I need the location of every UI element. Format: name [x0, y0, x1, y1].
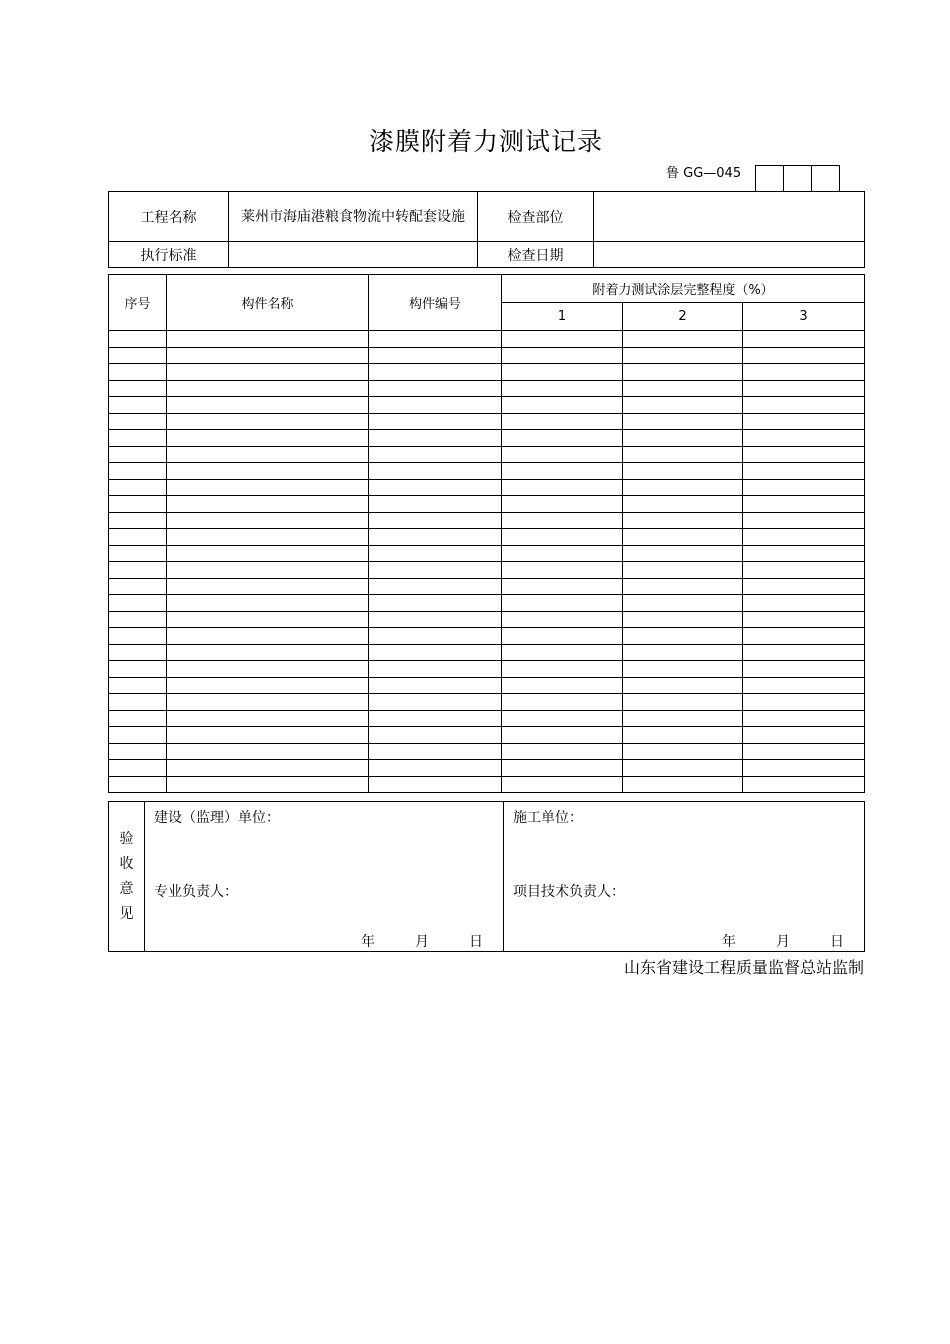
- project-name-label: 工程名称: [109, 192, 229, 242]
- table-cell[interactable]: [109, 413, 167, 430]
- table-cell[interactable]: [502, 446, 623, 463]
- day-label: 日: [830, 934, 844, 950]
- code-boxes: [755, 165, 840, 191]
- table-cell[interactable]: [502, 562, 623, 579]
- table-cell[interactable]: [167, 380, 369, 397]
- table-cell[interactable]: [623, 529, 743, 546]
- table-cell[interactable]: [109, 628, 167, 645]
- table-cell[interactable]: [369, 710, 502, 727]
- table-cell[interactable]: [743, 595, 865, 612]
- table-cell[interactable]: [743, 397, 865, 414]
- table-cell[interactable]: [109, 776, 167, 793]
- inspection-date-value[interactable]: [594, 242, 865, 268]
- table-cell[interactable]: [743, 512, 865, 529]
- table-cell[interactable]: [369, 727, 502, 744]
- table-cell[interactable]: [502, 628, 623, 645]
- table-cell[interactable]: [623, 578, 743, 595]
- table-cell[interactable]: [623, 331, 743, 348]
- table-row: [109, 611, 865, 628]
- year-label: 年: [722, 934, 736, 950]
- contractor-unit-label: 施工单位：: [513, 810, 583, 826]
- table-row: [109, 496, 865, 513]
- table-cell[interactable]: [502, 595, 623, 612]
- sub-col-2-header: 2: [623, 303, 743, 331]
- table-cell[interactable]: [369, 347, 502, 364]
- sub-col-3-header: 3: [743, 303, 865, 331]
- table-cell[interactable]: [743, 364, 865, 381]
- test-grid-table: [108, 274, 865, 793]
- table-cell[interactable]: [502, 397, 623, 414]
- table-row: [109, 694, 865, 711]
- table-row: [109, 397, 865, 414]
- table-cell[interactable]: [369, 595, 502, 612]
- side-char: 见: [119, 905, 134, 922]
- table-cell[interactable]: [369, 545, 502, 562]
- table-cell[interactable]: [109, 529, 167, 546]
- table-cell[interactable]: [502, 496, 623, 513]
- table-cell[interactable]: [109, 364, 167, 381]
- table-cell[interactable]: [369, 397, 502, 414]
- table-cell[interactable]: [623, 677, 743, 694]
- table-cell[interactable]: [167, 644, 369, 661]
- table-row: [109, 743, 865, 760]
- acceptance-table: [108, 801, 865, 952]
- table-cell[interactable]: [502, 677, 623, 694]
- table-row: [109, 644, 865, 661]
- table-cell[interactable]: [369, 661, 502, 678]
- technical-person-label: 项目技术负责人：: [513, 884, 625, 900]
- table-cell[interactable]: [109, 463, 167, 480]
- table-cell[interactable]: [167, 529, 369, 546]
- table-row: [109, 512, 865, 529]
- table-cell[interactable]: [623, 413, 743, 430]
- table-cell[interactable]: [743, 380, 865, 397]
- table-cell[interactable]: [502, 463, 623, 480]
- table-cell[interactable]: [167, 628, 369, 645]
- table-cell[interactable]: [369, 760, 502, 777]
- table-cell[interactable]: [109, 380, 167, 397]
- table-cell[interactable]: [167, 331, 369, 348]
- table-cell[interactable]: [167, 545, 369, 562]
- table-cell[interactable]: [623, 694, 743, 711]
- table-cell[interactable]: [502, 694, 623, 711]
- table-cell[interactable]: [167, 430, 369, 447]
- table-cell[interactable]: [167, 727, 369, 744]
- table-row: [109, 710, 865, 727]
- table-row: [109, 595, 865, 612]
- table-row: [109, 364, 865, 381]
- side-char: 意: [119, 880, 134, 897]
- table-cell[interactable]: [623, 545, 743, 562]
- month-label: 月: [776, 934, 790, 950]
- table-row: [109, 463, 865, 480]
- code-box[interactable]: [784, 166, 812, 191]
- inspection-part-value[interactable]: [594, 192, 865, 242]
- table-cell[interactable]: [502, 380, 623, 397]
- table-cell[interactable]: [167, 776, 369, 793]
- table-cell[interactable]: [743, 496, 865, 513]
- table-cell[interactable]: [109, 578, 167, 595]
- table-cell[interactable]: [502, 776, 623, 793]
- table-cell[interactable]: [502, 512, 623, 529]
- table-cell[interactable]: [167, 413, 369, 430]
- side-char: 收: [119, 855, 134, 872]
- table-cell[interactable]: [109, 397, 167, 414]
- table-cell[interactable]: [502, 743, 623, 760]
- table-cell[interactable]: [743, 677, 865, 694]
- table-cell[interactable]: [109, 760, 167, 777]
- table-cell[interactable]: [502, 430, 623, 447]
- table-cell[interactable]: [167, 710, 369, 727]
- table-cell[interactable]: [743, 446, 865, 463]
- inspection-date-label: 检查日期: [478, 242, 594, 268]
- table-cell[interactable]: [369, 529, 502, 546]
- table-cell[interactable]: [743, 463, 865, 480]
- table-cell[interactable]: [167, 364, 369, 381]
- table-cell[interactable]: [109, 694, 167, 711]
- table-cell[interactable]: [369, 463, 502, 480]
- table-cell[interactable]: [623, 430, 743, 447]
- table-cell[interactable]: [167, 496, 369, 513]
- table-cell[interactable]: [743, 694, 865, 711]
- table-cell[interactable]: [623, 776, 743, 793]
- table-row: [109, 413, 865, 430]
- table-cell[interactable]: [167, 677, 369, 694]
- table-row: [109, 430, 865, 447]
- table-cell[interactable]: [623, 595, 743, 612]
- table-cell[interactable]: [502, 331, 623, 348]
- table-cell[interactable]: [743, 562, 865, 579]
- table-row: [109, 677, 865, 694]
- page-title: 漆膜附着力测试记录: [368, 127, 603, 156]
- day-label: 日: [469, 934, 483, 950]
- table-cell[interactable]: [743, 743, 865, 760]
- table-cell[interactable]: [109, 347, 167, 364]
- side-char: 验: [119, 830, 134, 847]
- table-cell[interactable]: [369, 743, 502, 760]
- table-cell[interactable]: [167, 595, 369, 612]
- code-box[interactable]: [812, 166, 839, 191]
- table-row: [109, 760, 865, 777]
- table-cell[interactable]: [369, 496, 502, 513]
- contractor-cell[interactable]: [504, 802, 865, 952]
- form-code: 鲁 GG—045: [666, 166, 742, 181]
- table-cell[interactable]: [369, 380, 502, 397]
- col-member-no-header: 构件编号: [369, 275, 502, 331]
- construction-unit-label: 建设（监理）单位：: [154, 810, 280, 826]
- table-cell[interactable]: [743, 628, 865, 645]
- construction-supervision-cell[interactable]: [145, 802, 504, 952]
- table-cell[interactable]: [623, 710, 743, 727]
- inspection-part-label: 检查部位: [478, 192, 594, 242]
- table-cell[interactable]: [623, 760, 743, 777]
- table-cell[interactable]: [167, 743, 369, 760]
- table-cell[interactable]: [743, 578, 865, 595]
- table-cell[interactable]: [167, 611, 369, 628]
- table-cell[interactable]: [369, 430, 502, 447]
- table-cell[interactable]: [369, 611, 502, 628]
- table-cell[interactable]: [623, 463, 743, 480]
- table-cell[interactable]: [502, 727, 623, 744]
- table-cell[interactable]: [743, 347, 865, 364]
- left-date: [321, 931, 483, 951]
- col-group-header: 附着力测试涂层完整程度（%）: [502, 275, 865, 303]
- table-cell[interactable]: [109, 331, 167, 348]
- table-row: [109, 545, 865, 562]
- table-cell[interactable]: [109, 710, 167, 727]
- table-cell[interactable]: [623, 644, 743, 661]
- table-cell[interactable]: [743, 727, 865, 744]
- table-cell[interactable]: [109, 743, 167, 760]
- table-cell[interactable]: [743, 331, 865, 348]
- table-cell[interactable]: [369, 364, 502, 381]
- month-label: 月: [415, 934, 429, 950]
- table-row: [109, 380, 865, 397]
- table-cell[interactable]: [743, 776, 865, 793]
- table-cell[interactable]: [743, 611, 865, 628]
- table-row: [109, 776, 865, 793]
- table-cell[interactable]: [109, 512, 167, 529]
- table-cell[interactable]: [167, 760, 369, 777]
- table-cell[interactable]: [109, 661, 167, 678]
- table-cell[interactable]: [502, 413, 623, 430]
- table-cell[interactable]: [502, 479, 623, 496]
- table-cell[interactable]: [167, 446, 369, 463]
- table-cell[interactable]: [167, 397, 369, 414]
- table-row: [109, 628, 865, 645]
- table-cell[interactable]: [167, 694, 369, 711]
- table-cell[interactable]: [109, 562, 167, 579]
- table-cell[interactable]: [623, 347, 743, 364]
- table-cell[interactable]: [743, 760, 865, 777]
- table-cell[interactable]: [369, 413, 502, 430]
- table-cell[interactable]: [502, 545, 623, 562]
- table-row: [109, 562, 865, 579]
- table-cell[interactable]: [109, 727, 167, 744]
- table-cell[interactable]: [167, 479, 369, 496]
- table-cell[interactable]: [167, 463, 369, 480]
- table-cell[interactable]: [623, 743, 743, 760]
- acceptance-side-label: [109, 802, 145, 952]
- table-cell[interactable]: [167, 578, 369, 595]
- table-row: [109, 661, 865, 678]
- info-table: [108, 191, 865, 268]
- table-cell[interactable]: [623, 512, 743, 529]
- table-cell[interactable]: [369, 628, 502, 645]
- table-cell[interactable]: [743, 529, 865, 546]
- col-member-name-header: 构件名称: [167, 275, 369, 331]
- table-cell[interactable]: [623, 661, 743, 678]
- year-label: 年: [361, 934, 375, 950]
- table-cell[interactable]: [109, 446, 167, 463]
- table-cell[interactable]: [369, 776, 502, 793]
- table-cell[interactable]: [623, 380, 743, 397]
- table-cell[interactable]: [109, 430, 167, 447]
- table-cell[interactable]: [743, 644, 865, 661]
- table-cell[interactable]: [369, 512, 502, 529]
- table-cell[interactable]: [369, 446, 502, 463]
- table-cell[interactable]: [743, 710, 865, 727]
- table-cell[interactable]: [743, 430, 865, 447]
- table-cell[interactable]: [623, 628, 743, 645]
- table-cell[interactable]: [167, 347, 369, 364]
- table-cell[interactable]: [167, 512, 369, 529]
- table-cell[interactable]: [109, 496, 167, 513]
- table-row: [109, 331, 865, 348]
- table-cell[interactable]: [109, 545, 167, 562]
- table-cell[interactable]: [623, 562, 743, 579]
- table-cell[interactable]: [109, 479, 167, 496]
- table-cell[interactable]: [502, 760, 623, 777]
- table-cell[interactable]: [369, 331, 502, 348]
- table-row: [109, 529, 865, 546]
- standard-value[interactable]: [229, 242, 478, 268]
- project-name-value[interactable]: 莱州市海庙港粮食物流中转配套设施: [229, 192, 478, 242]
- table-cell[interactable]: [623, 611, 743, 628]
- standard-label: 执行标准: [109, 242, 229, 268]
- table-cell[interactable]: [369, 677, 502, 694]
- table-cell[interactable]: [109, 644, 167, 661]
- code-box[interactable]: [756, 166, 784, 191]
- footer-issuer: 山东省建设工程质量监督总站监制: [623, 958, 864, 977]
- table-row: [109, 479, 865, 496]
- table-cell[interactable]: [369, 479, 502, 496]
- table-cell[interactable]: [623, 446, 743, 463]
- table-cell[interactable]: [743, 413, 865, 430]
- table-cell[interactable]: [623, 397, 743, 414]
- table-cell[interactable]: [502, 644, 623, 661]
- table-cell[interactable]: [743, 661, 865, 678]
- table-cell[interactable]: [167, 661, 369, 678]
- table-cell[interactable]: [109, 677, 167, 694]
- table-cell[interactable]: [369, 694, 502, 711]
- table-cell[interactable]: [623, 479, 743, 496]
- table-cell[interactable]: [623, 727, 743, 744]
- table-cell[interactable]: [502, 710, 623, 727]
- table-row: [109, 727, 865, 744]
- table-cell[interactable]: [369, 578, 502, 595]
- table-row: [109, 347, 865, 364]
- col-seq-header: 序号: [109, 275, 167, 331]
- table-cell[interactable]: [743, 479, 865, 496]
- table-cell[interactable]: [743, 545, 865, 562]
- table-cell[interactable]: [109, 595, 167, 612]
- table-row: [109, 446, 865, 463]
- table-cell[interactable]: [502, 347, 623, 364]
- right-date: [682, 931, 844, 951]
- table-cell[interactable]: [502, 578, 623, 595]
- table-cell[interactable]: [502, 661, 623, 678]
- table-cell[interactable]: [623, 496, 743, 513]
- sub-col-1-header: 1: [502, 303, 623, 331]
- table-cell[interactable]: [167, 562, 369, 579]
- professional-person-label: 专业负责人：: [154, 884, 238, 900]
- table-cell[interactable]: [623, 364, 743, 381]
- table-cell[interactable]: [502, 364, 623, 381]
- table-cell[interactable]: [502, 611, 623, 628]
- table-cell[interactable]: [369, 562, 502, 579]
- table-cell[interactable]: [502, 529, 623, 546]
- table-row: [109, 578, 865, 595]
- table-cell[interactable]: [369, 644, 502, 661]
- table-cell[interactable]: [109, 611, 167, 628]
